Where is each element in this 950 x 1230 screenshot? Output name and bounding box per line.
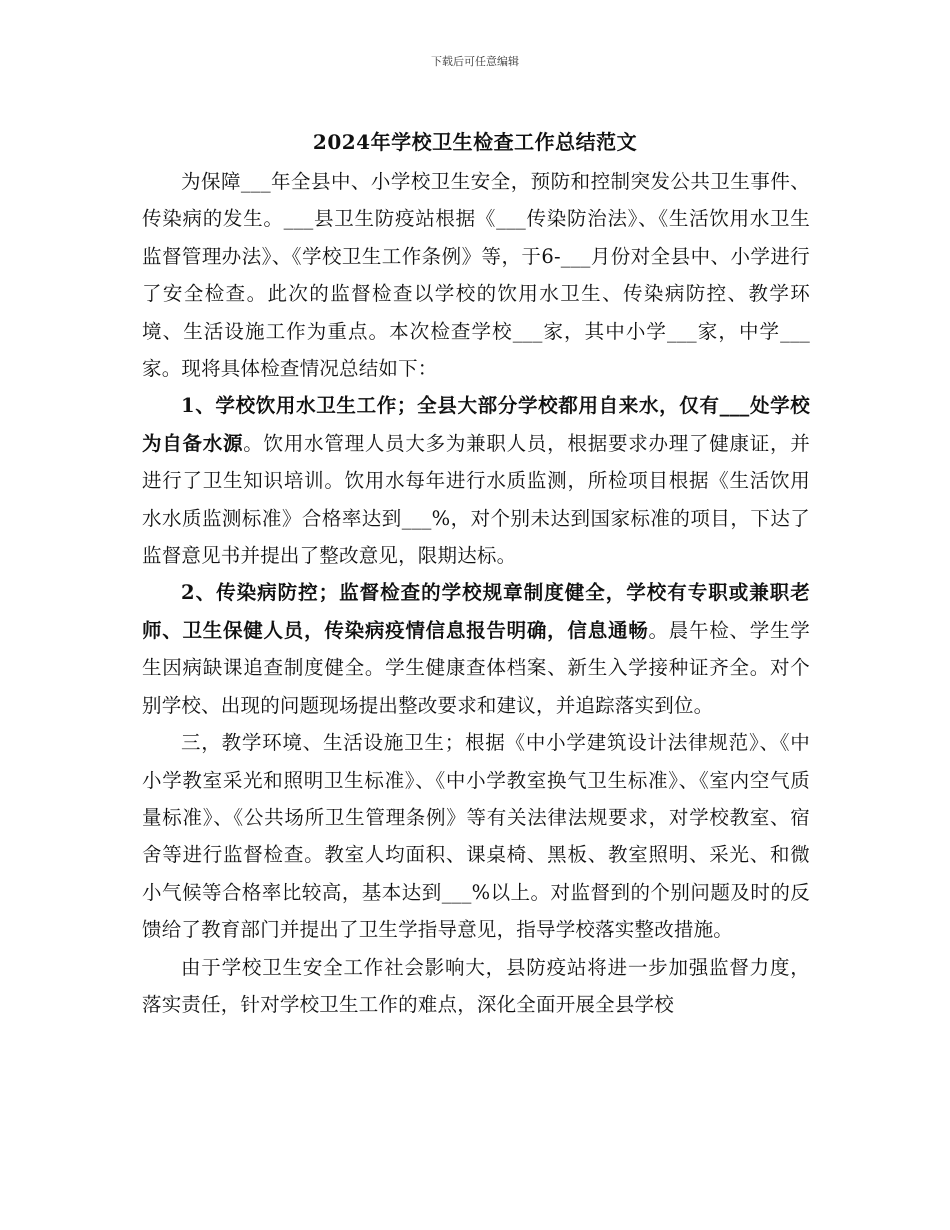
paragraph-drinking-water [142, 387, 810, 574]
infectious-disease-heading: 2、传染病防控；监督检查的学校规章制度健全，学校有专职或兼职老师、卫生保健人员，传染病疫情信息报告明确，信息通畅 [142, 581, 810, 642]
drinking-water-heading: 1、学校饮用水卫生工作；全县大部分学校都用自来水，仅有___处学校为自备水源 [142, 394, 810, 455]
paragraph-environment: 三，教学环境、生活设施卫生；根据《中小学建筑设计法律规范》、《中小学教室采光和照明卫生标准》、《中小学教室换气卫生标准》、《室内空气质量标准》、《公共场所卫生管理条例》等有关法律法规要求，对学校教室、宿舍等进行监督检查。教室人均面积、课桌椅、黑板、教室照明、采光、和微小气候等合格率比较高，基本达到___%以上。对监督到的个别问题及时的反馈给了教育部门并提出了卫生学指导意见，指导学校落实整改措施。 [142, 731, 810, 942]
paragraph-infectious-disease [142, 574, 810, 724]
drinking-water-text: 。饮用水管理人员大多为兼职人员，根据要求办理了健康证，并进行了卫生知识培训。饮用水每年进行水质监测，所检项目根据《生活饮用水水质监测标准》合格率达到___%，对个别未达到国家标准的项目，下达了监督意见书并提出了整改意见，限期达标。 [142, 431, 810, 568]
paragraph-intro: 为保障___年全县中、小学校卫生安全，预防和控制突发公共卫生事件、传染病的发生。___县卫生防疫站根据《___传染防治法》、《生活饮用水卫生监督管理办法》、《学校卫生工作条例》等，于6-___月份对全县中、小学进行了安全检查。此次的监督检查以学校的饮用水卫生、传染病防控、教学环境、生活设施工作为重点。本次检查学校___家，其中小学___家，中学___家。现将具体检查情况总结如下： [142, 170, 810, 381]
document-body [142, 163, 810, 1023]
document-title: 2024年学校卫生检查工作总结范文 [312, 130, 638, 154]
infectious-disease-text: 。晨午检、学生学生因病缺课追查制度健全。学生健康查体档案、新生入学接种证齐全。对个别学校、出现的问题现场提出整改要求和建议，并追踪落实到位。 [142, 618, 810, 717]
header-note: 下载后可任意编辑 [431, 55, 519, 68]
paragraph-conclusion: 由于学校卫生安全工作社会影响大，县防疫站将进一步加强监督力度，落实责任，针对学校卫生工作的难点，深化全面开展全县学校 [142, 955, 810, 1016]
